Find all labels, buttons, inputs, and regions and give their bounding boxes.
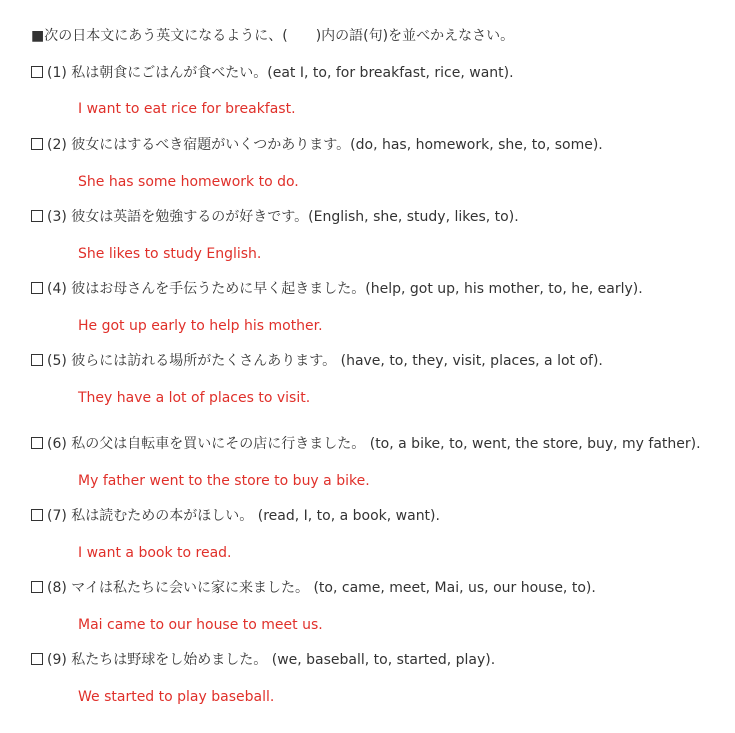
- question-7-checkbox[interactable]: [31, 509, 43, 521]
- answer-9: We started to play baseball.: [78, 689, 275, 705]
- question-4: [31, 280, 643, 298]
- question-3-label: (3) 彼女は英語を勉強するのが好きです。(English, she, study, likes, to).: [47, 209, 519, 225]
- question-1: [31, 64, 514, 82]
- question-5-label: (5) 彼らには訪れる場所がたくさんあります。 (have, to, they, visit, places, a lot of).: [47, 353, 603, 369]
- answer-4: He got up early to help his mother.: [78, 318, 323, 334]
- instruction-text: ■次の日本文にあう英文になるように、( )内の語(句)を並べかえなさい。: [31, 28, 515, 44]
- answer-3: She likes to study English.: [78, 246, 262, 262]
- answer-7: I want a book to read.: [78, 545, 232, 561]
- answer-2: She has some homework to do.: [78, 174, 299, 190]
- question-9-checkbox[interactable]: [31, 653, 43, 665]
- answer-8: Mai came to our house to meet us.: [78, 617, 323, 633]
- question-1-checkbox[interactable]: [31, 66, 43, 78]
- question-3-checkbox[interactable]: [31, 210, 43, 222]
- question-6: [31, 435, 701, 453]
- question-4-label: (4) 彼はお母さんを手伝うために早く起きました。(help, got up, his mother, to, he, early).: [47, 281, 643, 297]
- question-2: [31, 136, 603, 154]
- question-4-checkbox[interactable]: [31, 282, 43, 294]
- question-9-label: (9) 私たちは野球をし始めました。 (we, baseball, to, started, play).: [47, 652, 496, 668]
- question-2-checkbox[interactable]: [31, 138, 43, 150]
- question-6-checkbox[interactable]: [31, 437, 43, 449]
- question-9: [31, 651, 495, 669]
- question-7-label: (7) 私は読むための本がほしい。 (read, I, to, a book, want).: [47, 508, 440, 524]
- answer-1: I want to eat rice for breakfast.: [78, 101, 296, 117]
- question-3: [31, 208, 519, 226]
- question-8-label: (8) マイは私たちに会いに家に来ました。 (to, came, meet, Mai, us, our house, to).: [47, 580, 596, 596]
- question-8: [31, 579, 596, 597]
- question-5-checkbox[interactable]: [31, 354, 43, 366]
- question-8-checkbox[interactable]: [31, 581, 43, 593]
- question-5: [31, 352, 603, 370]
- question-6-label: (6) 私の父は自転車を買いにその店に行きました。 (to, a bike, to, went, the store, buy, my father).: [47, 436, 701, 452]
- answer-5: They have a lot of places to visit.: [78, 390, 311, 406]
- question-7: [31, 507, 440, 525]
- question-2-label: (2) 彼女にはするべき宿題がいくつかあります。(do, has, homework, she, to, some).: [47, 137, 603, 153]
- question-1-label: (1) 私は朝食にごはんが食べたい。(eat I, to, for breakfast, rice, want).: [47, 65, 514, 81]
- answer-6: My father went to the store to buy a bike.: [78, 473, 370, 489]
